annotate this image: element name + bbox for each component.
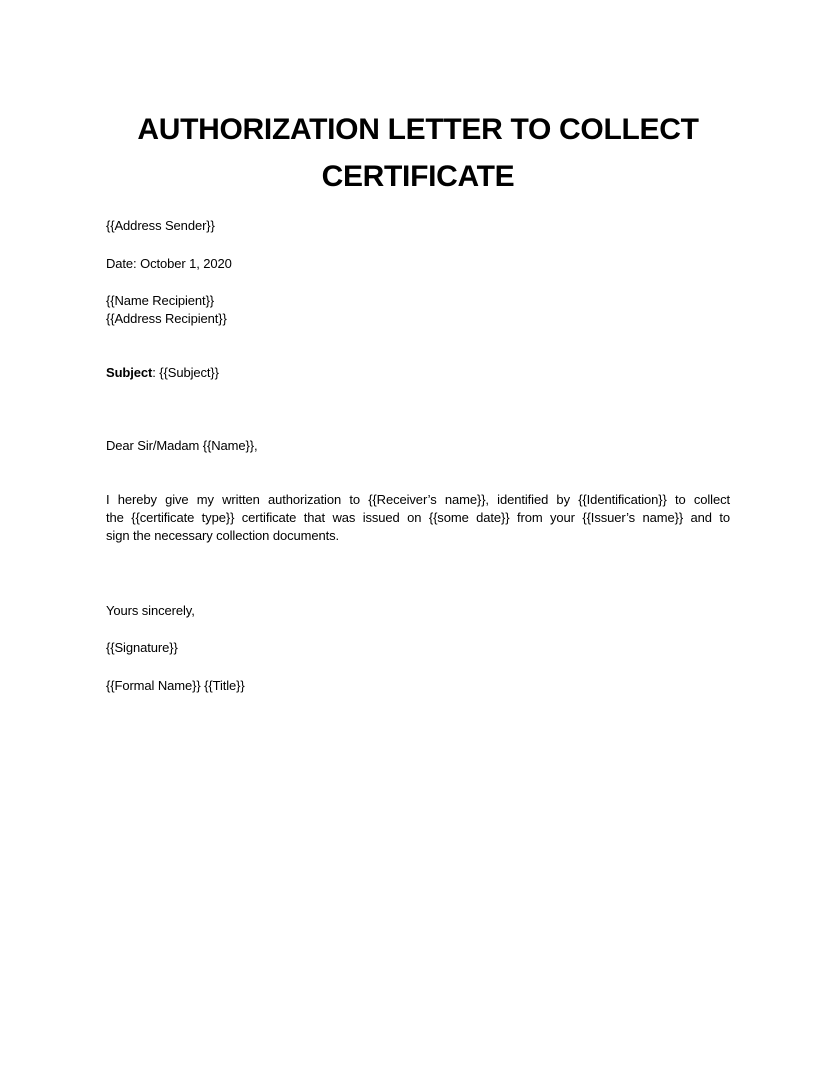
subject-line	[106, 364, 219, 382]
body-line-3: sign the necessary collection documents.	[106, 528, 340, 543]
salutation: Dear Sir/Madam {{Name}},	[106, 438, 258, 453]
letter-date: Date: October 1, 2020	[106, 256, 232, 271]
body-line-2: the {{certificate type}} certificate that was issued on {{some date}} from your {{Issuer’s name}} and to	[106, 510, 730, 525]
body-paragraph	[106, 491, 730, 545]
formal-name-title: {{Formal Name}} {{Title}}	[106, 678, 245, 693]
title-line-1: AUTHORIZATION LETTER TO COLLECT	[137, 113, 699, 146]
closing: Yours sincerely,	[106, 603, 195, 618]
title-line-2: CERTIFICATE	[321, 160, 515, 193]
sender-address: {{Address Sender}}	[106, 218, 215, 233]
subject-label: Subject	[106, 365, 153, 380]
body-line-1: I hereby give my written authorization to {{Receiver’s name}}, identified by {{Identification}} to collect	[106, 492, 730, 507]
subject-value: : {{Subject}}	[152, 365, 219, 380]
signature-placeholder: {{Signature}}	[106, 640, 178, 655]
recipient-address: {{Address Recipient}}	[106, 311, 227, 326]
recipient-name: {{Name Recipient}}	[106, 293, 215, 308]
document-title	[106, 106, 730, 200]
